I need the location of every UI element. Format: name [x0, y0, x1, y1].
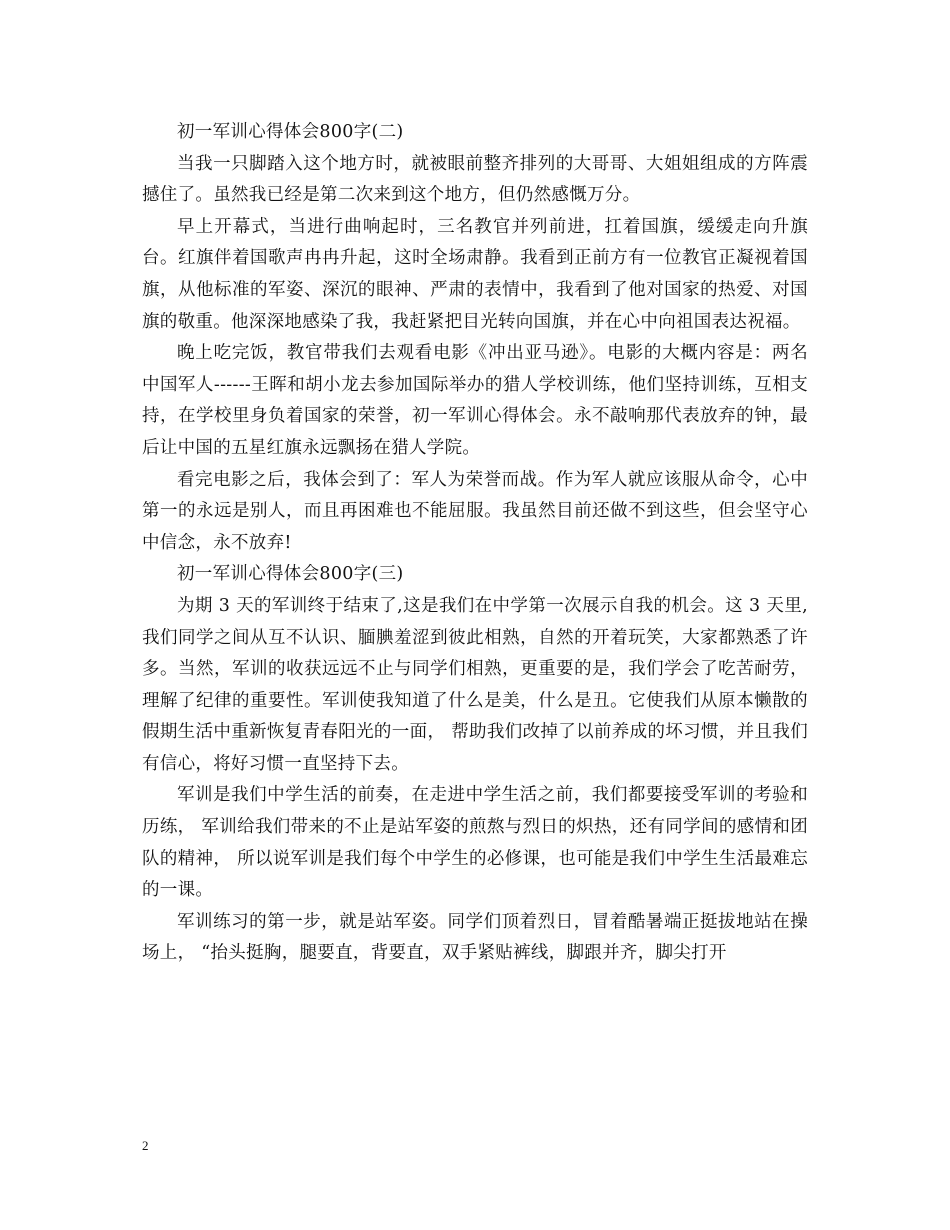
- paragraph: 早上开幕式，当进行曲响起时，三名教官并列前进，扛着国旗，缓缓走向升旗台。红旗伴着国歌声冉冉升起，这时全场肃静。我看到正前方有一位教官正凝视着国旗，从他标准的军姿、深沉的眼神、严肃的表情中，我看到了他对国家的热爱、对国旗的敬重。他深深地感染了我，我赶紧把目光转向国旗，并在心中向祖国表达祝福。: [142, 216, 808, 332]
- paragraph: 为期 3 天的军训终于结束了,这是我们在中学第一次展示自我的机会。这 3 天里,我们同学之间从互不认识、腼腆羞涩到彼此相熟，自然的开着玩笑，大家都熟悉了许多。当然，军训的收获远远不止与同学们相熟，更重要的是，我们学会了吃苦耐劳，理解了纪律的重要性。军训使我知道了什么是美，什么是丑。它使我们从原本懒散的假期生活中重新恢复青春阳光的一面， 帮助我们改掉了以前养成的坏习惯，并且我们有信心，将好习惯一直坚持下去。: [142, 595, 808, 774]
- section-heading-2: 初一军训心得体会800字(二): [177, 122, 404, 142]
- page-number: 2: [142, 1138, 149, 1153]
- section-heading-3: 初一军训心得体会800字(三): [177, 564, 404, 585]
- paragraph: 军训是我们中学生活的前奏，在走进中学生活之前，我们都要接受军训的考验和历练， 军训给我们带来的不止是站军姿的煎熬与烈日的炽热，还有同学间的感情和团队的精神， 所以说军训是我们每个中学生的必修课，也可能是我们中学生生活最难忘的一课。: [142, 785, 808, 901]
- paragraph: 晚上吃完饭，教官带我们去观看电影《冲出亚马逊》。电影的大概内容是：两名中国军人------王晖和胡小龙去参加国际举办的猎人学校训练，他们坚持训练，互相支持，在学校里身负着国家的荣誉，初一军训心得体会。永不敲响那代表放弃的钟，最后让中国的五星红旗永远飘扬在猎人学院。: [142, 343, 808, 458]
- paragraph: 看完电影之后，我体会到了：军人为荣誉而战。作为军人就应该服从命令，心中第一的永远是别人，而且再困难也不能屈服。我虽然目前还做不到这些，但会坚守心中信念，永不放弃!: [142, 469, 808, 553]
- paragraph: 当我一只脚踏入这个地方时，就被眼前整齐排列的大哥哥、大姐姐组成的方阵震撼住了。虽然我已经是第二次来到这个地方，但仍然感慨万分。: [142, 153, 808, 206]
- paragraph: 军训练习的第一步，就是站军姿。同学们顶着烈日，冒着酷暑端正挺拔地站在操场上， “抬头挺胸，腿要直，背要直，双手紧贴裤线，脚跟并齐，脚尖打开: [142, 911, 808, 964]
- document-body: [142, 117, 808, 970]
